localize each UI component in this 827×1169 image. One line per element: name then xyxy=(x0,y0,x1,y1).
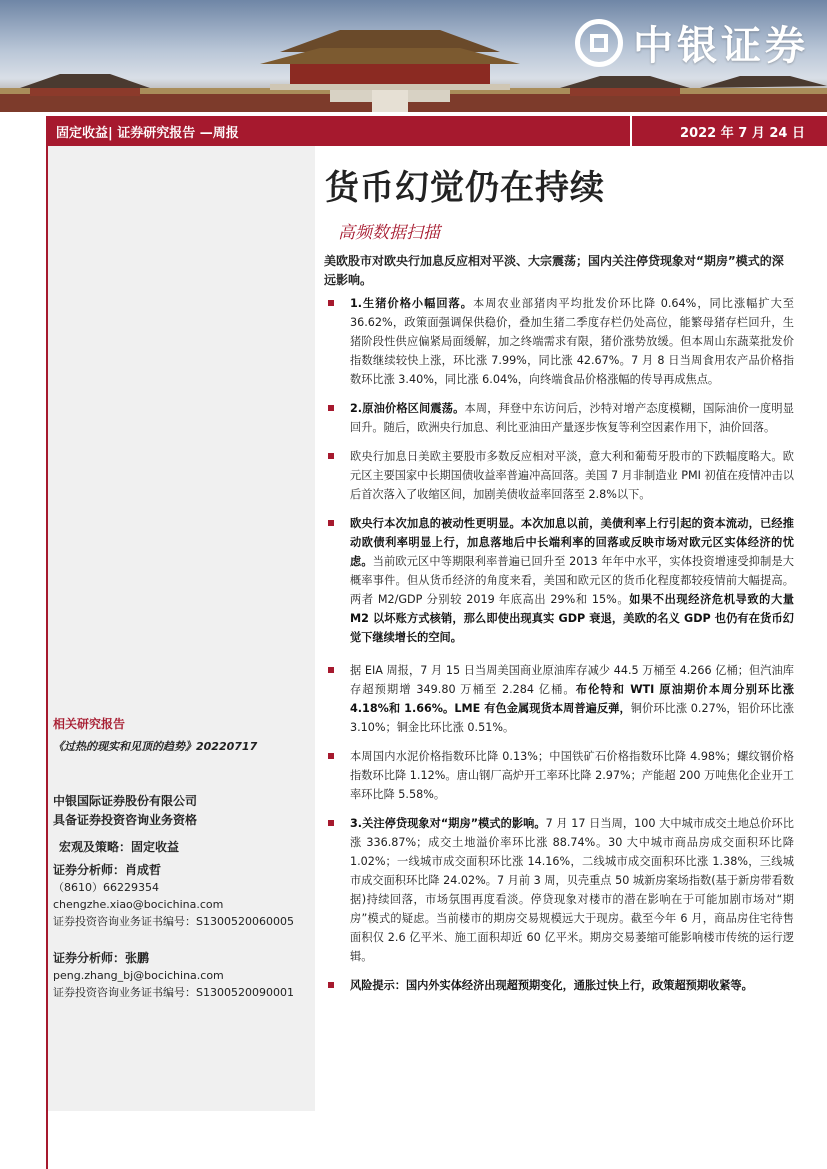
bullet-item xyxy=(324,514,794,647)
report-title: 货币幻觉仍在持续 xyxy=(325,168,605,208)
report-summary: 美欧股市对欧央行加息反应相对平淡、大宗震荡；国内关注停贷现象对“期房”模式的深远影响。 xyxy=(324,254,784,287)
bullet-lead: 风险提示：国内外实体经济出现超预期变化，通胀过快上行，政策超预期收紧等。 xyxy=(350,979,753,992)
bullet-item xyxy=(324,294,794,389)
bullet-tail: 铜价环比涨 0.27%，铝价环比涨 3.10%；铜金比环比涨 0.51%。 xyxy=(350,702,794,734)
analyst-block xyxy=(53,862,294,930)
bar-divider xyxy=(630,116,632,146)
company-name: 中银国际证券股份有限公司 xyxy=(53,794,198,808)
bullet-text: 欧央行加息日美欧主要股市多数反应相对平淡，意大利和葡萄牙股市的下跌幅度略大。欧元区主要国家中长期国债收益率普遍冲高回落。美国 7 月非制造业 PMI 初值在疫情冲击以后首次落入了收缩区间，加剧美债收益率回落至 2.8%以下。 xyxy=(350,450,794,501)
analyst-block xyxy=(53,950,294,1001)
bullet-lead: 1.生猪价格小幅回落。 xyxy=(350,297,473,310)
analyst-name: 证券分析师：张鹏 xyxy=(53,951,150,965)
bullet-list xyxy=(324,294,794,995)
analyst-email[interactable]: chengzhe.xiao@bocichina.com xyxy=(53,898,224,911)
header-banner xyxy=(0,0,827,112)
bullet-item xyxy=(324,447,794,504)
bullet-text: 据 EIA 周报，7 月 15 日当周美国商业原油库存减少 44.5 万桶至 4.266 亿桶；但汽油库存超预期增 349.80 万桶至 2.284 亿桶。 xyxy=(350,664,794,696)
brand-logo xyxy=(575,14,809,71)
analyst-phone: （8610）66229354 xyxy=(53,881,159,894)
bullet-text: 本周农业部猪肉平均批发价环比降 0.64%，同比涨幅扩大至 36.62%，政策面强调保供稳价，叠加生猪二季度存栏仍处高位，能繁母猪存栏回升，生猪阶段性供应偏紧局面缓解，加之终端需求有限，猪价涨势放缓。但本周山东蔬菜批发价指数继续较快上涨，环比涨 7.99%，同比涨 42.67%。7 月 8 日当周食用农产品价格指数环比涨 3.40%，同比涨 6.04%，向终端食品价格涨幅的传导再成焦点。 xyxy=(350,297,794,386)
bullet-square-icon xyxy=(328,820,334,826)
bullet-item xyxy=(324,814,794,966)
analyst-license: 证券投资咨询业务证书编号：S1300520090001 xyxy=(53,986,294,999)
bank-of-china-logo-icon xyxy=(575,19,623,67)
bullet-square-icon xyxy=(328,753,334,759)
bullet-text: 7 月 17 日当周，100 大中城市成交土地总价环比涨 336.87%；成交土地溢价率环比涨 88.74%。30 大中城市商品房成交面积环比降 1.02%；一线城市成交面积环比涨 14.16%，二线城市成交面积环比涨 1.38%，三线城市成交面积环比降 24.02%。7 月前 3 周，贝壳重点 50 城新房案场指数(基于新房带看数据)持续回落，市场氛围再度看淡。停贷现象对楼市的潜在影响在于可能加剧市场对“期房”模式的疑虑。当前楼市的期房交易规模远大于现房。截至今年 6 月，商品房住宅待售面积仅 2.6 亿平米、施工面积却近 60 亿平米。期房交易萎缩可能影响楼市传统的运行逻辑。 xyxy=(350,817,794,963)
company-qualification: 具备证券投资咨询业务资格 xyxy=(53,813,198,827)
bullet-lead: 欧央行本次加息的被动性更明显。本次加息以前，美债利率上行引起的资本流动，已经推动欧债利率明显上行，加息落地后中长端利率的回落或反映市场对欧元区实体经济的忧虑。 xyxy=(350,517,794,568)
bullet-text: 当前欧元区中等期限利率普遍已回升至 2013 年年中水平，实体投资增速受抑制是大概率事件。但从货币经济的角度来看，美国和欧元区的货币化程度都较疫情前大幅提高。两者 M2/GDP 分别较 2019 年底高出 29%和 15%。 xyxy=(350,555,794,606)
bullet-tail-bold: 布伦特和 WTI 原油期价本周分别环比涨 4.18%和 1.66%。LME 有色金属现货本周普遍反弹， xyxy=(350,683,794,715)
bullet-text: 本周国内水泥价格指数环比降 0.13%；中国铁矿石价格指数环比降 4.98%；螺纹钢价格指数环比降 1.12%。唐山钢厂高炉开工率环比降 2.97%；产能超 200 万吨焦化企业开工率环比降 5.58%。 xyxy=(350,750,794,801)
report-info-bar xyxy=(46,116,827,146)
bullet-item xyxy=(324,747,794,804)
related-reports-heading: 相关研究报告 xyxy=(53,717,126,731)
analyst-name: 证券分析师：肖成哲 xyxy=(53,863,162,877)
bullet-square-icon xyxy=(328,405,334,411)
report-category: 固定收益| 证券研究报告 —周报 xyxy=(56,126,239,141)
bullet-square-icon xyxy=(328,453,334,459)
bullet-square-icon xyxy=(328,520,334,526)
brand-name: 中银证券 xyxy=(633,22,809,69)
company-info xyxy=(53,792,197,830)
report-subtitle: 高频数据扫描 xyxy=(338,223,440,243)
analyst-email[interactable]: peng.zhang_bj@bocichina.com xyxy=(53,969,224,982)
bullet-lead: 2.原油价格区间震荡。 xyxy=(350,402,465,415)
analyst-license: 证券投资咨询业务证书编号：S1300520060005 xyxy=(53,915,294,928)
related-report-link[interactable]: 《过热的现实和见顶的趋势》20220717 xyxy=(53,740,258,753)
strategy-label: 宏观及策略：固定收益 xyxy=(59,840,180,854)
bullet-item xyxy=(324,976,794,995)
bullet-lead: 3.关注停贷现象对“期房”模式的影响。 xyxy=(350,817,546,830)
bullet-square-icon xyxy=(328,667,334,673)
bullet-square-icon xyxy=(328,300,334,306)
bullet-item xyxy=(324,661,794,737)
bullet-text: 本周，拜登中东访问后，沙特对增产态度模糊，国际油价一度明显回升。随后，欧洲央行加息、利比亚油田产量逐步恢复等利空因素作用下，油价回落。 xyxy=(350,402,794,434)
bullet-tail-bold: 如果不出现经济危机导致的大量 M2 以坏账方式核销，那么即使出现真实 GDP 衰退，美欧的名义 GDP 也仍有在货币幻觉下继续增长的空间。 xyxy=(350,593,794,644)
bullet-item xyxy=(324,399,794,437)
bullet-square-icon xyxy=(328,982,334,988)
report-date: 2022 年 7 月 24 日 xyxy=(680,126,805,141)
